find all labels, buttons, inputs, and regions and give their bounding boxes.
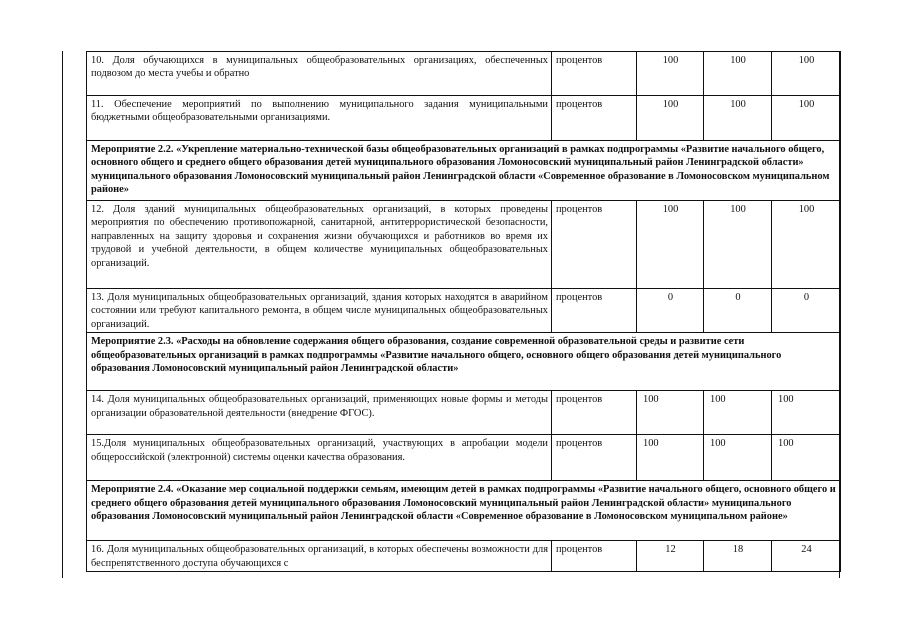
value-cell-year-3: 24 (772, 541, 841, 572)
indicator-cell: 14. Доля муниципальных общеобразовательных организаций, применяющих новые формы и методы организации образовательной деятельности (внедрение ФГОС). (87, 391, 552, 435)
table-row (87, 201, 841, 289)
value-cell-year-3: 0 (772, 289, 841, 333)
value-cell-year-1: 0 (637, 289, 704, 333)
unit-cell: процентов (552, 201, 637, 289)
table-row (87, 541, 841, 572)
indicator-cell: 15.Доля муниципальных общеобразовательных организаций, участвующих в апробации модели общероссийской (электронной) системы оценки качества образования. (87, 435, 552, 481)
indicator-cell: 11. Обеспечение мероприятий по выполнению муниципального задания муниципальными бюджетными общеобразовательными организациями. (87, 96, 552, 141)
section-heading: Мероприятие 2.2. «Укрепление материально-технической базы общеобразовательных организаций в рамках подпрограммы «Развитие начального общего, основного общего и среднего общего образования детей муниципального образования Ломоносовский муниципальный район Ленинградской области» муниципального образования Ломоносовский муниципальный район Ленинградской области «Современное образование в Ломоносовском муниципальном районе» (87, 141, 841, 201)
indicator-cell: 12. Доля зданий муниципальных общеобразовательных организаций, в которых проведены мероприятия по обеспечению противопожарной, санитарной, антитеррористической безопасности, направленных на защиту здоровья и сохранения жизни обучающихся и работников во время их трудовой и учебной деятельности, в общем количестве муниципальных общеобразовательных организаций. (87, 201, 552, 289)
unit-cell: процентов (552, 541, 637, 572)
unit-cell: процентов (552, 52, 637, 96)
indicator-cell: 16. Доля муниципальных общеобразовательных организаций, в которых обеспечены возможности для беспрепятственного доступа обучающихся с (87, 541, 552, 572)
table-row (87, 391, 841, 435)
value-cell-year-1: 12 (637, 541, 704, 572)
table-row (87, 481, 841, 541)
indicator-cell: 13. Доля муниципальных общеобразовательных организаций, здания которых находятся в аварийном состоянии или требуют капитального ремонта, в общем числе муниципальных общеобразовательных организаций. (87, 289, 552, 333)
unit-cell: процентов (552, 96, 637, 141)
value-cell-year-3: 100 (772, 201, 841, 289)
value-cell-year-1: 100 (637, 391, 704, 435)
section-heading: Мероприятие 2.4. «Оказание мер социальной поддержки семьям, имеющим детей в рамках подпрограммы «Развитие начального общего, основного общего и среднего общего образования детей муниципального образования Ломоносовский муниципальный район Ленинградской области» муниципального образования Ломоносовский муниципальный район Ленинградской области «Современное образование в Ломоносовском муниципальном районе» (87, 481, 841, 541)
unit-cell: процентов (552, 435, 637, 481)
indicator-cell: 10. Доля обучающихся в муниципальных общеобразовательных организациях, обеспеченных подвозом до места учебы и обратно (87, 52, 552, 96)
table-row (87, 141, 841, 201)
section-heading: Мероприятие 2.3. «Расходы на обновление содержания общего образования, создание современной образовательной среды и развитие сети общеобразовательных организаций в рамках подпрограммы «Развитие начального общего, основного общего образования детей муниципального образования Ломоносовский муниципальный район Ленинградской области» (87, 333, 841, 391)
value-cell-year-3: 100 (772, 96, 841, 141)
value-cell-year-1: 100 (637, 435, 704, 481)
value-cell-year-1: 100 (637, 52, 704, 96)
table-row (87, 333, 841, 391)
value-cell-year-3: 100 (772, 391, 841, 435)
value-cell-year-2: 100 (704, 201, 772, 289)
unit-cell: процентов (552, 391, 637, 435)
value-cell-year-1: 100 (637, 201, 704, 289)
value-cell-year-2: 0 (704, 289, 772, 333)
value-cell-year-2: 100 (704, 435, 772, 481)
table-row (87, 96, 841, 141)
value-cell-year-3: 100 (772, 52, 841, 96)
value-cell-year-3: 100 (772, 435, 841, 481)
indicators-table (86, 51, 841, 572)
table-row (87, 435, 841, 481)
value-cell-year-2: 100 (704, 52, 772, 96)
unit-cell: процентов (552, 289, 637, 333)
page-left-border (62, 51, 63, 578)
value-cell-year-2: 18 (704, 541, 772, 572)
table-row (87, 52, 841, 96)
value-cell-year-1: 100 (637, 96, 704, 141)
value-cell-year-2: 100 (704, 96, 772, 141)
table-row (87, 289, 841, 333)
value-cell-year-2: 100 (704, 391, 772, 435)
